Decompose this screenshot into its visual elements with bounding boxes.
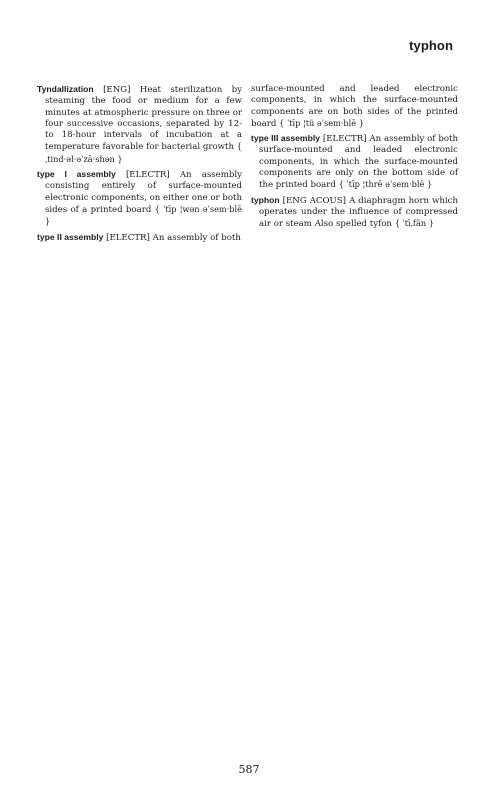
definition: An assembly of both [152,232,241,243]
field-label: [ENG] [103,85,131,95]
headword: type I assembly [37,169,116,180]
pronunciation: { ˈtīp ¦wən əˈsem·blē } [45,203,242,227]
headword: typhon [251,194,280,205]
entry-typhon [251,195,458,231]
right-column [251,84,458,234]
headword: type III assembly [251,133,320,144]
variant-spelling: Also spelled tyfon [314,219,392,230]
entry-type-ii-assembly [37,232,242,244]
left-column [37,84,242,247]
pronunciation: { ˌtind·əl·əˈzā·shən } [45,141,242,164]
headword: type II assembly [37,231,104,242]
definition: surface-mounted and leaded electronic components, in which the surface-mounted components are on both sides of the printed board [251,84,458,129]
field-label: [ENG ACOUS] [282,195,347,206]
field-label: [ELECTR] [106,232,150,243]
definition: A diaphragm horn which operates under the influence of compressed air or steam [259,195,458,230]
entry-type-i-assembly [37,169,242,228]
entry-type-ii-assembly-continued [251,84,458,130]
definition: An assembly consisting entirely of surface-mounted electronic components, on either one or both sides of a printed board [45,170,242,215]
entry-tyndallization [37,84,242,166]
field-label: [ELECTR] [125,170,170,181]
pronunciation: { ˈtīp ¦tü əˈsem·blē } [279,117,364,128]
pronunciation: { ˈtīˌfän } [394,218,434,229]
page-number: 587 [238,763,260,776]
definition: Heat sterilization by steaming the food or medium for a few minutes at atmospheric pressure on three or four successive occasions, separated by 12- to 18-hour intervals of incubation at a temperature favorable for bacterial growth [45,85,243,153]
pronunciation: { ˈtīp ¦thrē əˈsem·blē } [338,179,433,190]
running-head-guide-word: typhon [409,38,453,53]
entry-type-iii-assembly [251,133,458,191]
headword: Tyndallization [37,84,94,94]
definition: An assembly of both surface-mounted and leaded electronic components, in which the surface-mounted components are only on the bottom side of the printed board [259,134,458,191]
field-label: [ELECTR] [322,134,367,145]
